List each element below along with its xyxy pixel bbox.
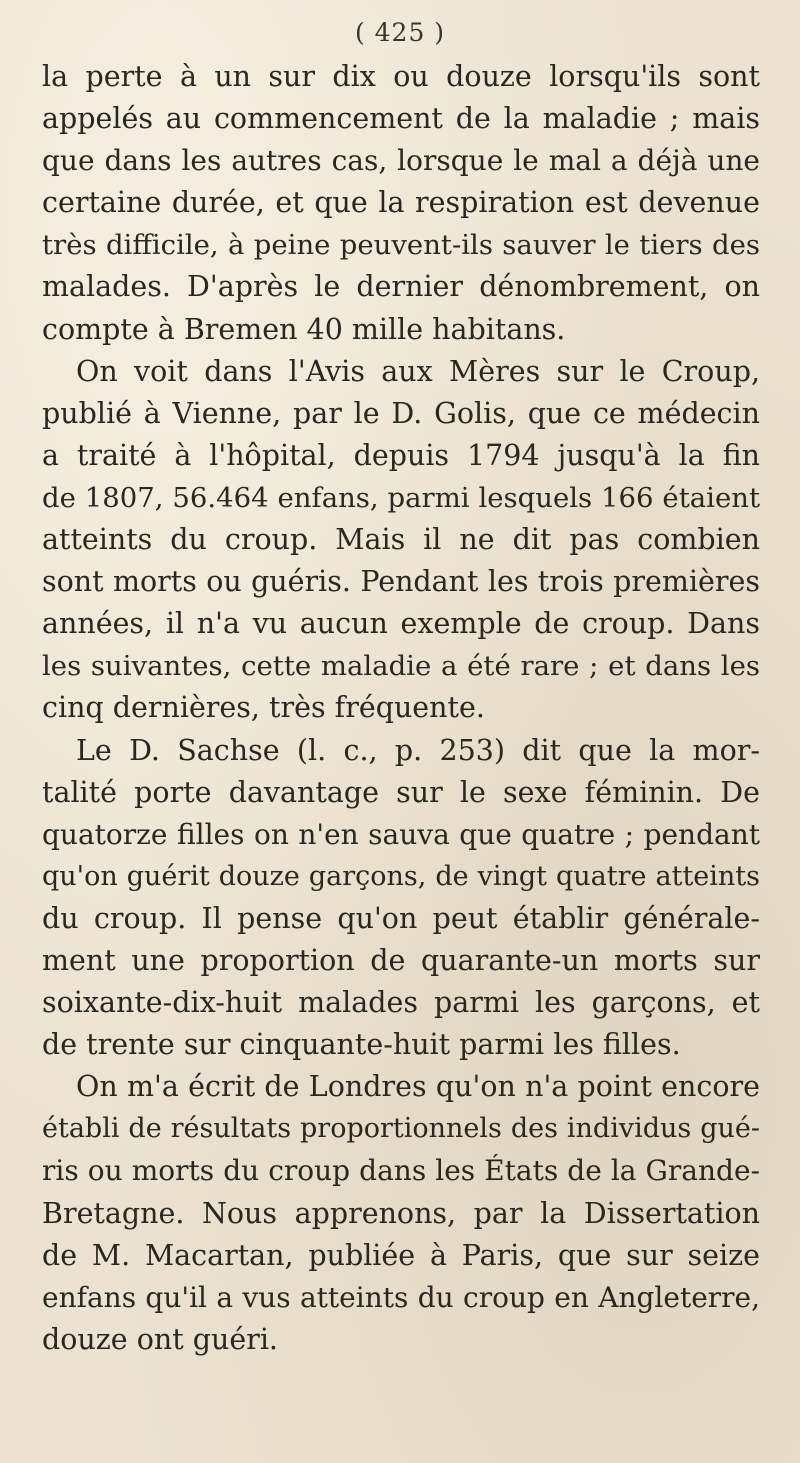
text-line: ris ou morts du croup dans les États de la Grande- — [42, 1154, 760, 1188]
text-line: douze ont guéri. — [42, 1322, 278, 1356]
text-line: appelés au commencement de la maladie ; mais — [42, 102, 760, 136]
text-line: publié à Vienne, par le D. Golis, que ce médecin — [42, 396, 760, 430]
text-line: enfans qu'il a vus atteints du croup en Angleterre, — [42, 1280, 760, 1314]
text-line: les suivantes, cette maladie a été rare ; et dans les — [42, 650, 760, 683]
text-line: que dans les autres cas, lorsque le mal a déjà une — [42, 144, 760, 178]
text-line: cinq dernières, très fréquente. — [42, 691, 485, 725]
text-line: a traité à l'hôpital, depuis 1794 jusqu'à la fin — [42, 438, 760, 472]
text-line: Le D. Sachse (l. c., p. 253) dit que la mor- — [76, 733, 760, 767]
page-number: ( 425 ) — [354, 18, 446, 47]
text-line: de M. Macartan, publiée à Paris, que sur seize — [42, 1238, 760, 1272]
text-line: On voit dans l'Avis aux Mères sur le Croup, — [76, 354, 760, 388]
text-line: On m'a écrit de Londres qu'on n'a point encore — [76, 1070, 760, 1104]
text-line: soixante-dix-huit malades parmi les garçons, et — [42, 986, 760, 1020]
text-line: années, il n'a vu aucun exemple de croup. Dans — [42, 607, 760, 641]
text-line: certaine durée, et que la respiration est devenue — [42, 186, 760, 220]
text-line: quatorze filles on n'en sauva que quatre ; pendant — [42, 817, 760, 851]
text-line: ment une proportion de quarante-un morts sur — [42, 943, 760, 977]
text-line: établi de résultats proportionnels des individus gué- — [42, 1113, 760, 1145]
text-line: du croup. Il pense qu'on peut établir générale- — [42, 901, 760, 935]
text-line: compte à Bremen 40 mille habitans. — [42, 312, 566, 346]
text-line: de 1807, 56.464 enfans, parmi lesquels 166 étaient — [42, 481, 760, 514]
text-line: sont morts ou guéris. Pendant les trois premières — [42, 565, 760, 599]
text-line: qu'on guérit douze garçons, de vingt quatre atteints — [42, 860, 760, 892]
text-line: Bretagne. Nous apprenons, par la Dissertation — [42, 1196, 760, 1230]
text-line: malades. D'après le dernier dénombrement, on — [42, 270, 760, 304]
text-line: de trente sur cinquante-huit parmi les filles. — [42, 1028, 681, 1062]
text-line: très difficile, à peine peuvent-ils sauver le tiers des — [42, 229, 760, 262]
text-line: la perte à un sur dix ou douze lorsqu'ils sont — [42, 60, 760, 93]
text-line: atteints du croup. Mais il ne dit pas combien — [42, 523, 760, 557]
text-line: talité porte davantage sur le sexe féminin. De — [42, 775, 760, 809]
body-text — [42, 56, 760, 1361]
